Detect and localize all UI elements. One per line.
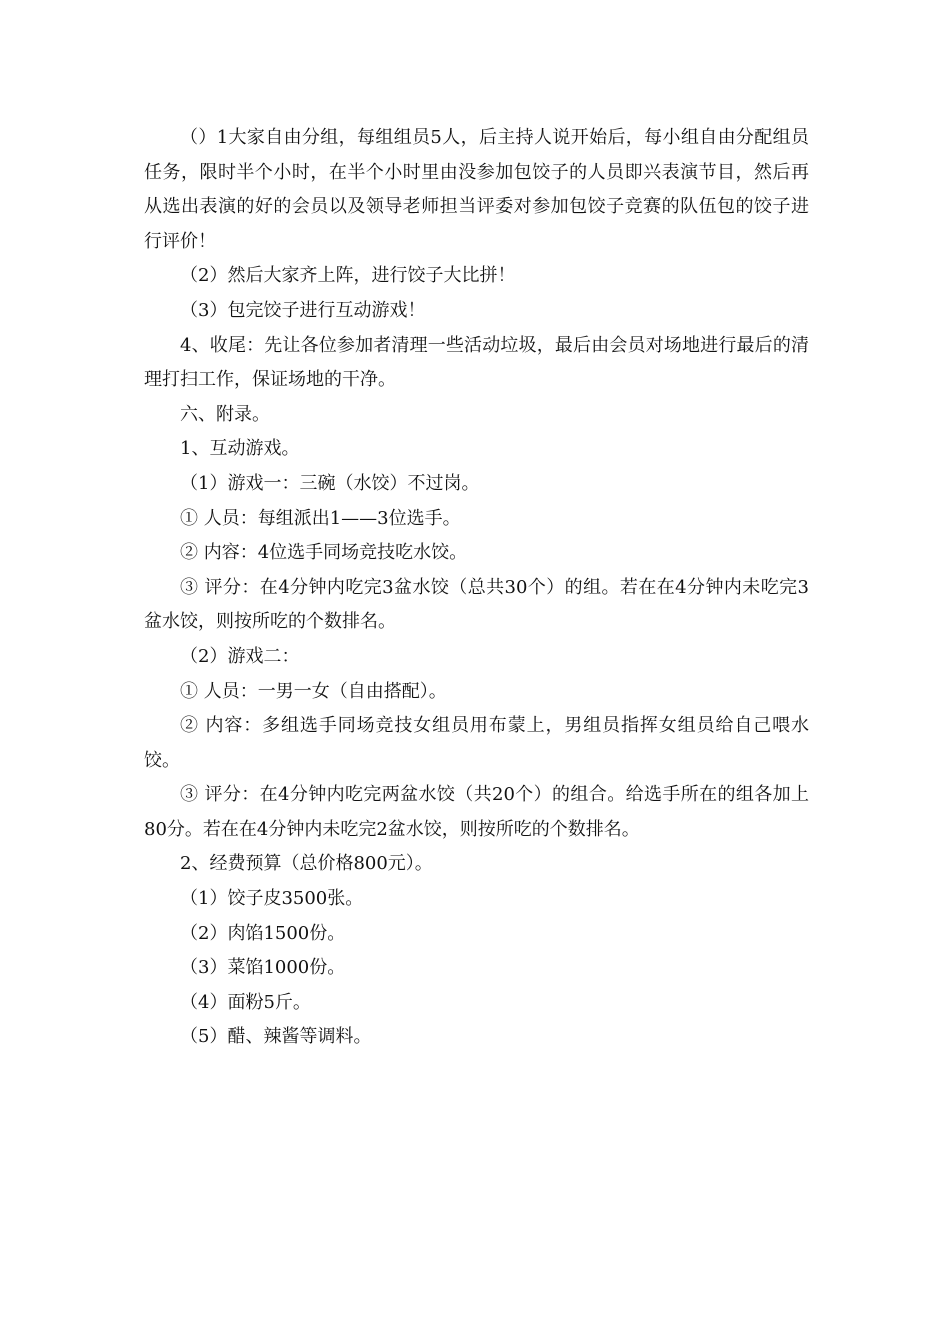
game-one-title: （1）游戏一：三碗（水饺）不过岗。 (180, 472, 480, 494)
budget-item-wrappers: （1）饺子皮3500张。 (180, 888, 364, 910)
budget-item-flour: （4）面粉5斤。 (180, 991, 311, 1013)
game-one-scoring: ③ 评分：在4分钟内吃完3盆水饺（总共30个）的组。若在在4分钟内未吃完3盆水饺，则按所吃的个数排名。 (144, 576, 809, 633)
game-two-scoring: ③ 评分：在4分钟内吃完两盆水饺（共20个）的组合。给选手所在的组各加上80分。若在在4分钟内未吃完2盆水饺，则按所吃的个数排名。 (144, 784, 809, 840)
budget-item-vegetable-filling: （3）菜馅1000份。 (180, 957, 346, 979)
game-one-content: ② 内容：4位选手同场竞技吃水饺。 (180, 542, 468, 564)
budget-item-meat-filling: （2）肉馅1500份。 (180, 922, 346, 944)
paragraph-dumpling-contest: （2）然后大家齐上阵，进行饺子大比拼！ (180, 265, 516, 287)
subheading-interactive-games: 1、互动游戏。 (180, 438, 300, 460)
budget-item-condiments: （5）醋、辣酱等调料。 (180, 1026, 372, 1048)
document-body (144, 121, 809, 1055)
game-one-participants: ① 人员：每组派出1——3位选手。 (180, 507, 461, 529)
game-two-content: ② 内容：多组选手同场竞技女组员用布蒙上，男组员指挥女组员给自己喂水饺。 (144, 715, 809, 771)
game-two-title: （2）游戏二： (180, 645, 300, 667)
game-two-participants: ① 人员：一男一女（自由搭配）。 (180, 680, 447, 702)
subheading-budget: 2、经费预算（总价格800元）。 (180, 853, 433, 875)
paragraph-interactive-game: （3）包完饺子进行互动游戏！ (180, 299, 426, 321)
section-heading-appendix: 六、附录。 (180, 403, 270, 425)
paragraph-grouping-rules: （）1大家自由分组，每组组员5人，后主持人说开始后，每小组自由分配组员任务，限时半个小时，在半个小时里由没参加包饺子的人员即兴表演节目，然后再从选出表演的好的会员以及领导老师担当评委对参加包饺子竞赛的队伍包的饺子进行评价！ (144, 127, 809, 252)
paragraph-closing: 4、收尾：先让各位参加者清理一些活动垃圾，最后由会员对场地进行最后的清理打扫工作，保证场地的干净。 (144, 334, 809, 391)
